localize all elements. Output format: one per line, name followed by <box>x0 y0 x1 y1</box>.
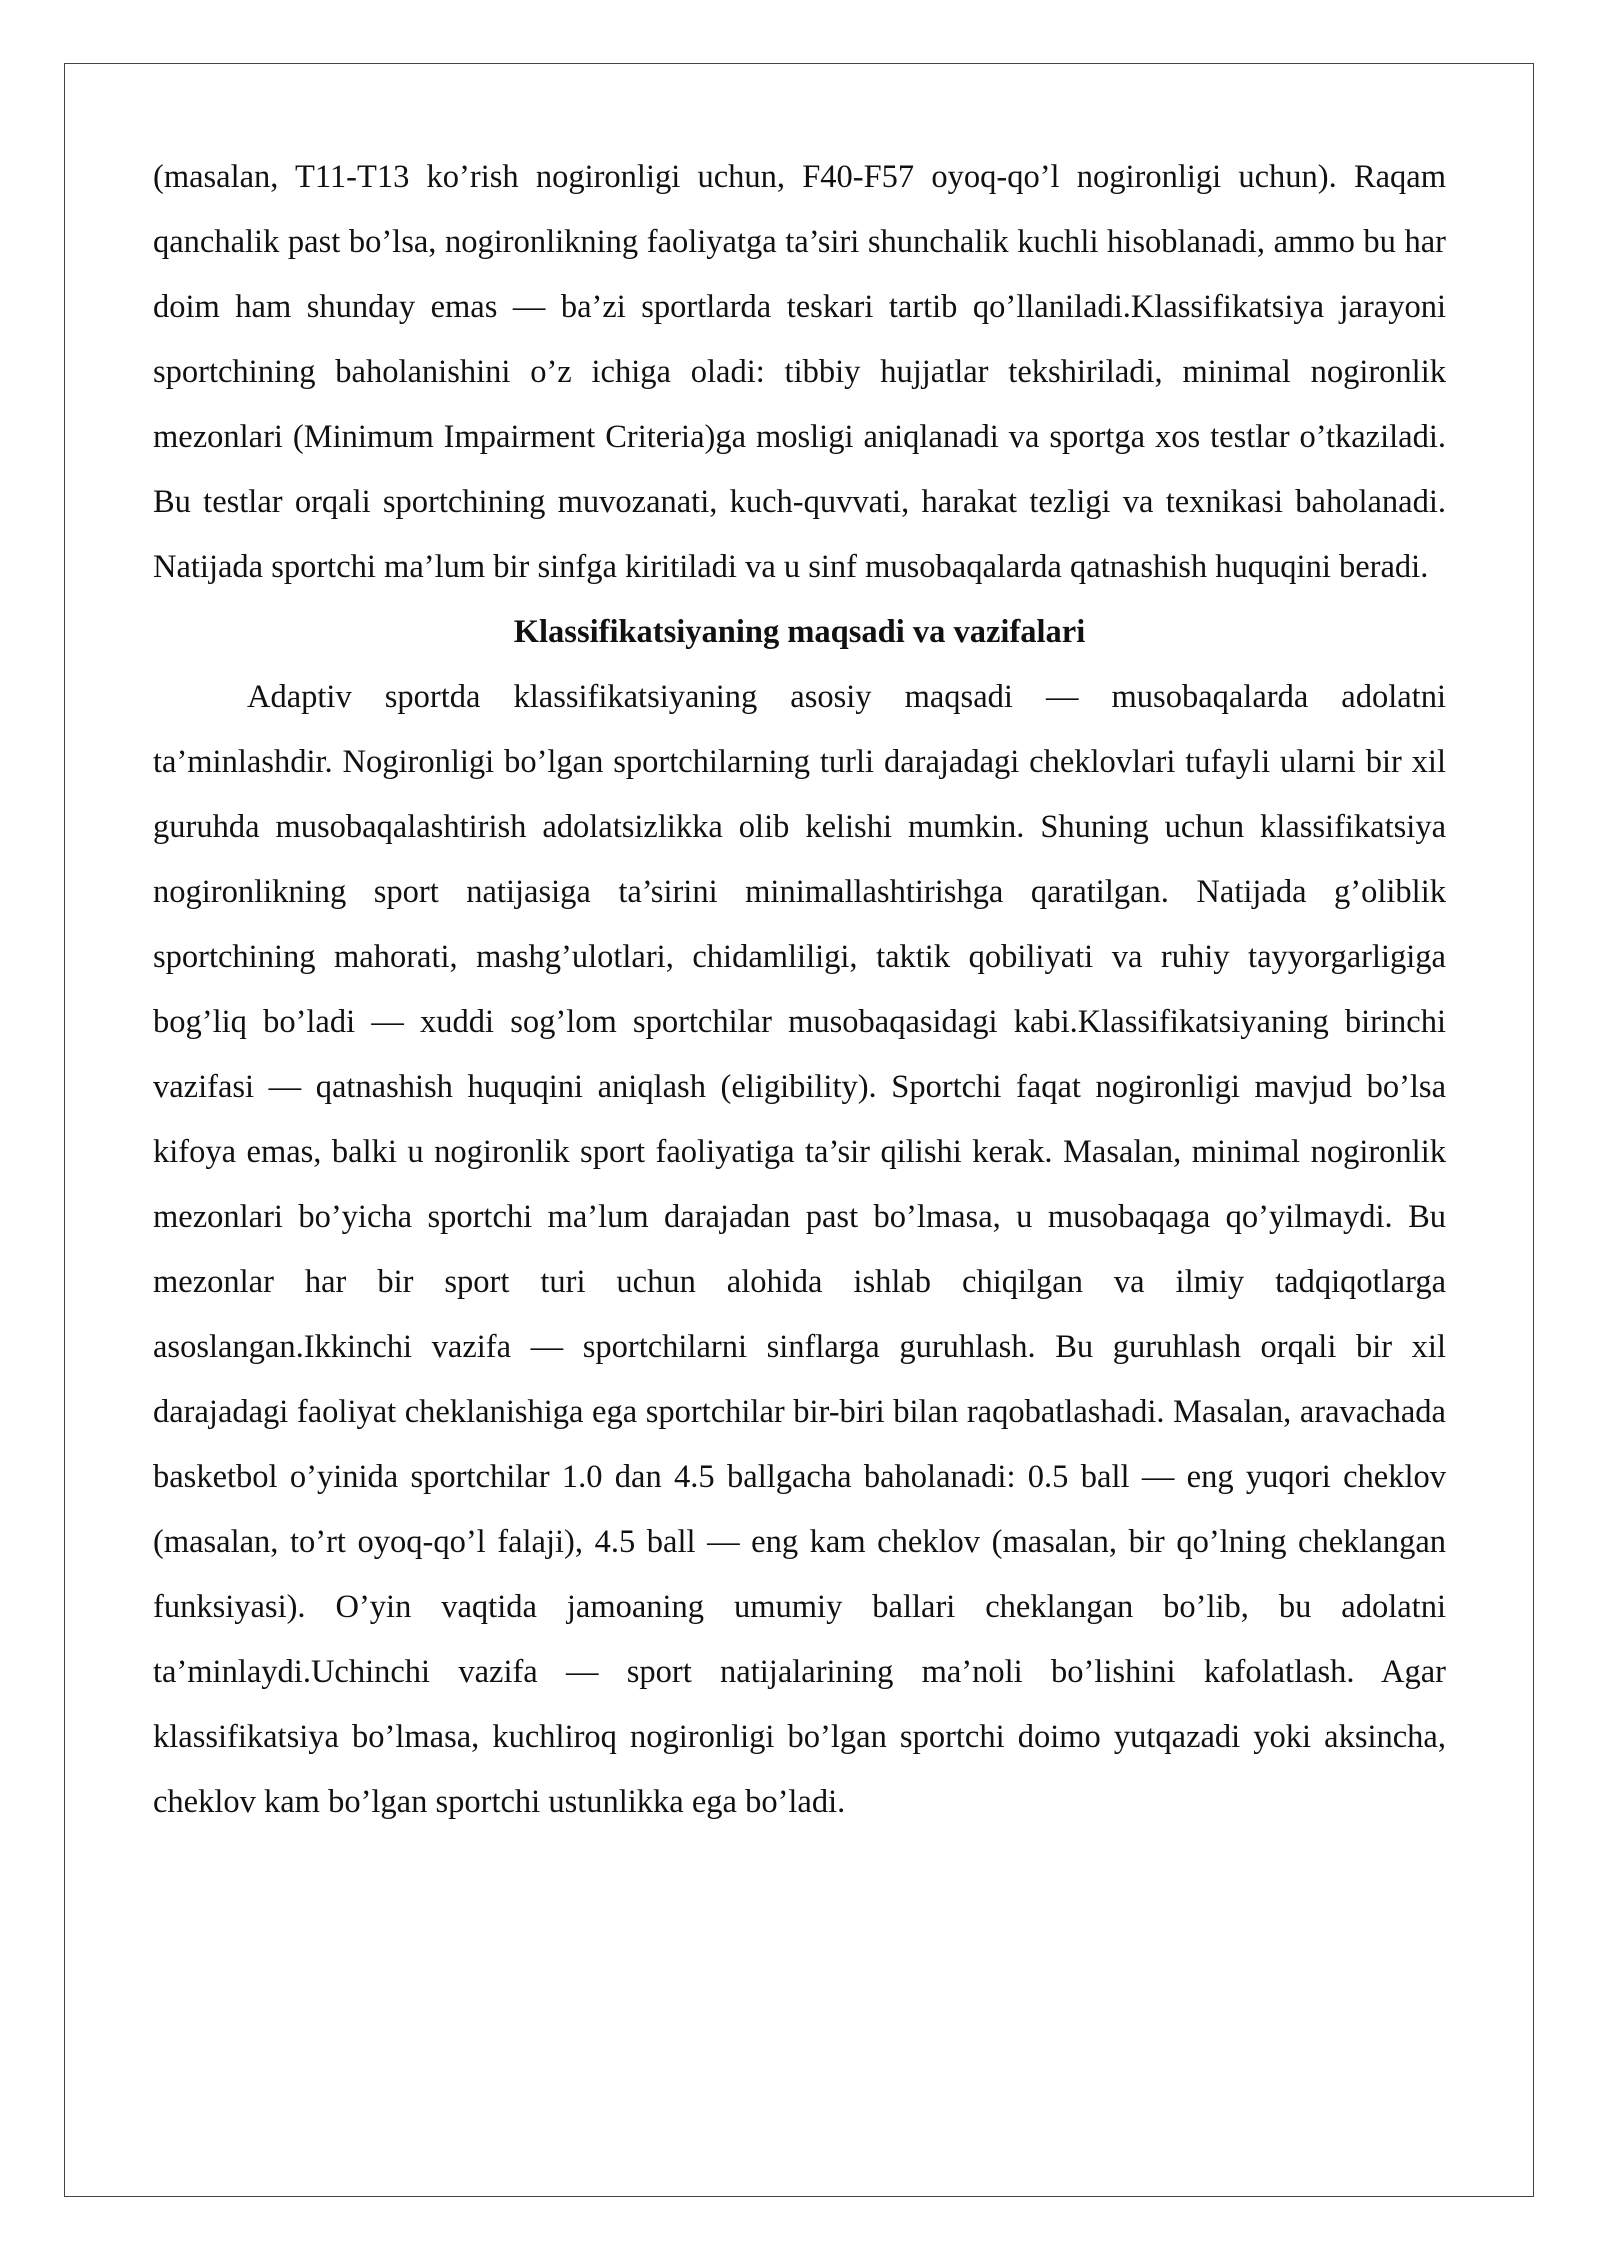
document-body <box>153 145 1446 1835</box>
section-heading: Klassifikatsiyaning maqsadi va vazifalari <box>513 614 1086 650</box>
body-paragraph-continued: (masalan, T11-T13 ko’rish nogironligi uchun, F40-F57 oyoq-qo’l nogironligi uchun). Raqam qanchalik past bo’lsa, nogironlikning faoliyatga ta’siri shunchalik kuchli hisoblanadi, ammo bu har doim ham shunday emas — ba’zi sportlarda teskari tartib qo’llaniladi.Klassifikatsiya jarayoni sportchining baholanishini o’z ichiga oladi: tibbiy hujjatlar tekshiriladi, minimal nogironlik mezonlari (Minimum Impairment Criteria)ga mosligi aniqlanadi va sportga xos testlar o’tkaziladi. Bu testlar orqali sportchining muvozanati, kuch-quvvati, harakat tezligi va texnikasi baholanadi. Natijada sportchi ma’lum bir sinfga kiritiladi va u sinf musobaqalarda qatnashish huquqini beradi. <box>153 159 1446 585</box>
body-paragraph: Adaptiv sportda klassifikatsiyaning asosiy maqsadi — musobaqalarda adolatni ta’minlashdir. Nogironligi bo’lgan sportchilarning turli darajadagi cheklovlari tufayli ularni bir xil guruhda musobaqalashtirish adolatsizlikka olib kelishi mumkin. Shuning uchun klassifikatsiya nogironlikning sport natijasiga ta’sirini minimallashtirishga qaratilgan. Natijada g’oliblik sportchining mahorati, mashg’ulotlari, chidamliligi, taktik qobiliyati va ruhiy tayyorgarligiga bog’liq bo’ladi — xuddi sog’lom sportchilar musobaqasidagi kabi.Klassifikatsiyaning birinchi vazifasi — qatnashish huquqini aniqlash (eligibility). Sportchi faqat nogironligi mavjud bo’lsa kifoya emas, balki u nogironlik sport faoliyatiga ta’sir qilishi kerak. Masalan, minimal nogironlik mezonlari bo’yicha sportchi ma’lum darajadan past bo’lmasa, u musobaqaga qo’yilmaydi. Bu mezonlar har bir sport turi uchun alohida ishlab chiqilgan va ilmiy tadqiqotlarga asoslangan.Ikkinchi vazifa — sportchilarni sinflarga guruhlash. Bu guruhlash orqali bir xil darajadagi faoliyat cheklanishiga ega sportchilar bir-biri bilan raqobatlashadi. Masalan, aravachada basketbol o’yinida sportchilar 1.0 dan 4.5 ballgacha baholanadi: 0.5 ball — eng yuqori cheklov (masalan, to’rt oyoq-qo’l falaji), 4.5 ball — eng kam cheklov (masalan, bir qo’lning cheklangan funksiyasi). O’yin vaqtida jamoaning umumiy ballari cheklangan bo’lib, bu adolatni ta’minlaydi.Uchinchi vazifa — sport natijalarining ma’noli bo’lishini kafolatlash. Agar klassifikatsiya bo’lmasa, kuchliroq nogironligi bo’lgan sportchi doimo yutqazadi yoki aksincha, cheklov kam bo’lgan sportchi ustunlikka ega bo’ladi. <box>153 679 1446 1820</box>
